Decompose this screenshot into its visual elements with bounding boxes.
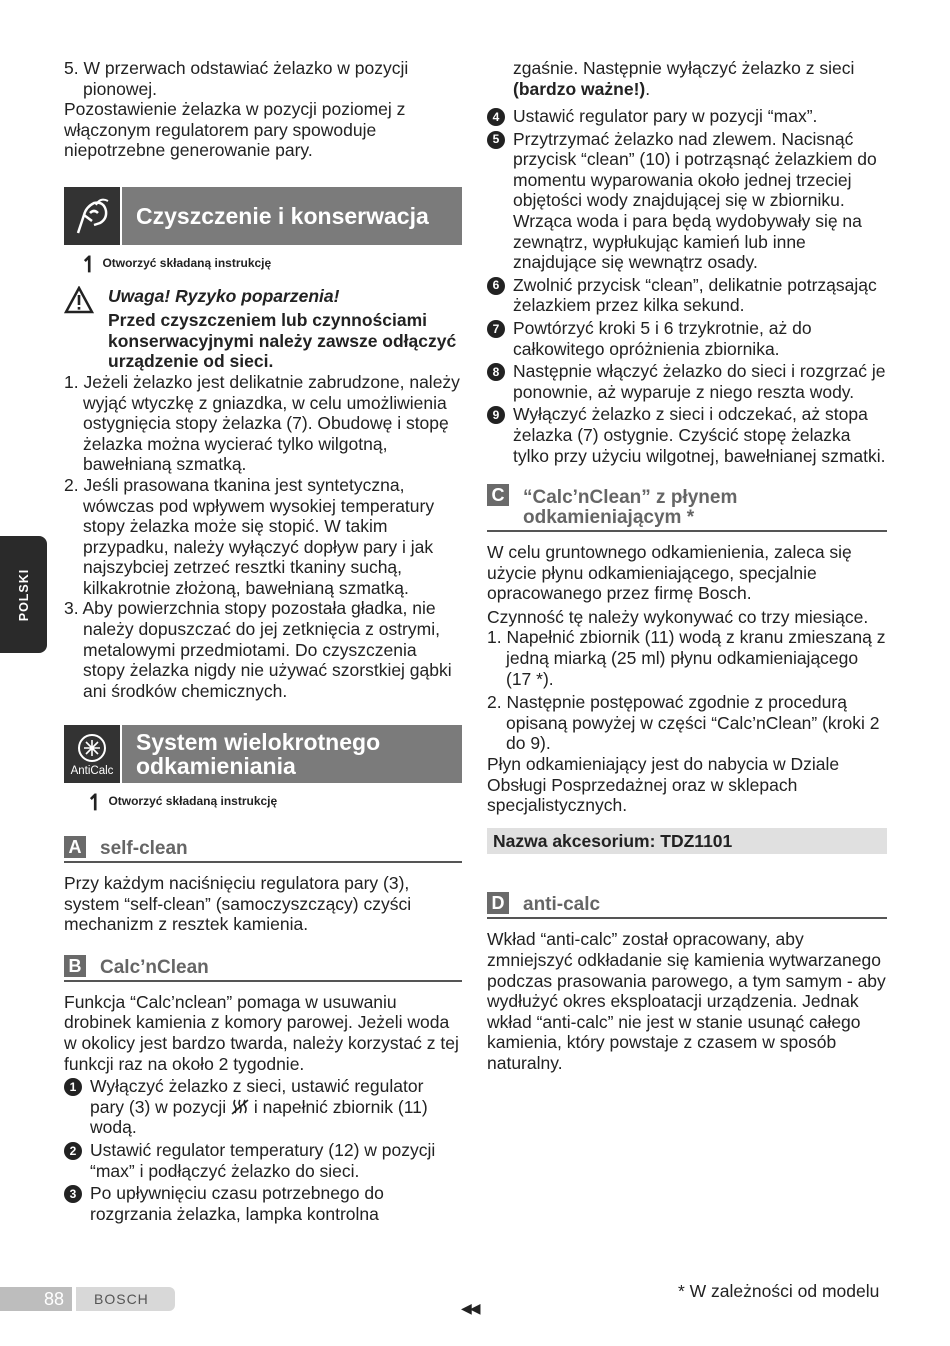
hand-cleaning-icon [64,187,120,245]
left-column [64,58,462,1224]
right-column [513,58,893,99]
section-d-letter: D [487,892,509,914]
cleaning-title: Czyszczenie i konserwacja [136,202,429,229]
continued-text: zgaśnie. Następnie wyłączyć żelazko z sieci (bardzo ważne!). [513,58,855,99]
cleaning-item-3: 3. Aby powierzchnia stopy pozostała gładka, nie należy dopuszczać do jej zetknięcia z ostrymi, metalowymi przedmiotami. Do czyszczenia stopy żelazka nigdy nie używać szorstkiej gąbki ani środków chemicznych. [64,598,452,701]
fold-note: ↿ Otworzyć składaną instrukcję [80,251,272,277]
item-5: 5. W przerwach odstawiać żelazko w pozycji pionowej. [64,58,409,99]
intro-paragraph: Pozostawienie żelazka w pozycji poziomej z włączonym regulatorem pary spowoduje niepotrzebne generowanie pary. [64,99,406,161]
step-8: 8 Następnie włączyć żelazko do sieci i rozgrzać je ponownie, aż wyparuje z niego reszta wody. [487,361,887,402]
cleaning-banner [64,187,462,245]
double-left-arrow-icon[interactable]: ◀◀ [461,1300,479,1316]
fold-note-2: ↿ Otworzyć składaną instrukcję [86,790,278,816]
fold-arrow-icon: ↿ [80,251,99,277]
section-a-text: Przy każdym naciśnięciu regulatora pary (3), system “self-clean” (samoczyszczący) czyści mechanizm z resztek kamienia. [64,873,412,935]
section-b-letter: B [64,955,86,977]
cleaning-item-1: 1. Jeżeli żelazko jest delikatnie zabrudzone, należy wyjąć wtyczkę z gniazdka, w celu umożliwienia ostygnięcia stopy żelazka (7). Obudowę i stopę żelazka można wycierać tylko wilgotną, bawełnianą szmatką. [64,371,460,475]
system-title-1: System wielokrotnego [136,729,381,756]
section-a-header [64,836,462,863]
step-1: 1 Wyłączyć żelazko z sieci, ustawić regulator pary (3) w pozycji i napełnić zbiornik (11) wodą. [64,1076,462,1138]
page-number: 88 [0,1287,72,1311]
anticalc-banner [64,725,462,783]
step-5: 5 Przytrzymać żelazko nad zlewem. Nacisnąć przycisk “clean” (10) i potrząsnąć żelazkiem do momentu wyparowania około jednej trzeciej objętości wody znajdującej się w zbiorniku. Wrząca woda i para będą wydobywały się na zewnątrz, wypłukując kamień lub inne znajdujące się wewnątrz osady. [487,129,887,273]
section-a-name: self-clean [100,838,188,860]
section-b-name: Calc’nClean [100,956,209,978]
warning-title: Uwaga! Ryzyko poparzenia! [108,285,340,306]
section-d-name: anti-calc [523,894,601,916]
step-2: 2 Ustawić regulator temperatury (12) w pozycji “max” i podłączyć żelazko do sieci. [64,1140,462,1181]
section-c-name-2: odkamieniającym * [523,507,695,529]
language-tab [0,536,47,653]
section-d-header [487,892,887,919]
section-a-letter: A [64,836,86,858]
section-d-text: Wkład “anti-calc” został opracowany, aby zmniejszyć odkładanie się kamienia wytwarzanego podczas prasowania parowego, a tym samym - aby wydłużyć okres eksploatacji urządzenia. Jednak wkład “anti-calc” nie jest w stanie usunąć całego kamienia, który powstaje z czasem w sposób naturalny. [487,929,886,1073]
warning-text: Przed czyszczeniem lub czynnościami konserwacyjnymi należy zawsze odłączyć urządzenie od sieci. [108,310,457,372]
section-c-item-2: 2. Następnie postępować zgodnie z procedurą opisaną powyżej w części “Calc’nClean” (kroki 2 do 9). [487,692,880,754]
section-c-letter: C [487,484,509,506]
section-c-text-3: Płyn odkamieniający jest do nabycia w Dziale Obsługi Posprzedażnej oraz w sklepach specjalistycznych. [487,754,840,816]
system-title-2: odkamieniania [136,753,296,780]
section-c-text-2: Czynność tę należy wykonywać co trzy miesiące. [487,606,869,627]
anticalc-label: AntiCalc [70,764,114,777]
step-4: 4 Ustawić regulator pary w pozycji “max”. [487,106,887,127]
steam-off-icon [231,1099,249,1115]
section-c-name-1: “Calc’nClean” z płynem [523,487,738,509]
warning-icon [64,286,94,372]
step-3: 3 Po upływnięciu czasu potrzebnego do rozgrzania żelazka, lampka kontrolna [64,1183,462,1224]
language-label: POLSKI [16,568,31,621]
anticalc-icon [64,725,120,783]
brand-label: BOSCH [76,1287,175,1311]
section-c-header [487,484,887,532]
accessory-box: Nazwa akcesorium: TDZ1101 [487,828,887,855]
step-7: 7 Powtórzyć kroki 5 i 6 trzykrotnie, aż do całkowitego opróżnienia zbiornika. [487,318,887,359]
section-c-text-1: W celu gruntownego odkamienienia, zaleca się użycie płynu odkamieniającego, specjalnie opracowanego przez firmę Bosch. [487,542,852,604]
fold-arrow-icon: ↿ [86,790,105,816]
footnote: * W zależności od modelu [678,1281,880,1301]
step-9: 9 Wyłączyć żelazko z sieci i odczekać, aż stopa żelazka (7) ostygnie. Czyścić stopę żelazka tylko przy użyciu wilgotnej, bawełnianej szmatki. [487,404,887,466]
cleaning-item-2: 2. Jeśli prasowana tkanina jest syntetyczna, wówczas pod wpływem wysokiej temperatury stopy żelazka może się stopić. W takim przypadku, należy wyłączyć dopływ pary i jak najszybciej zetrzeć resztki tkaniny suchą, kilkakrotnie złożoną, bawełnianą szmatką. [64,474,435,598]
right-steps [487,104,887,1074]
step-6: 6 Zwolnić przycisk “clean”, delikatnie potrząsając żelazkiem przez kilka sekund. [487,275,887,316]
section-b-header [64,955,462,982]
warning-box [64,286,462,372]
section-b-text: Funkcja “Calc’nclean” pomaga w usuwaniu drobinek kamienia z komory parowej. Jeżeli woda w okolicy jest bardzo twarda, należy korzystać z tej funkcji raz na około 2 tygodnie. [64,991,459,1074]
section-c-item-1: 1. Napełnić zbiornik (11) wodą z kranu zmieszaną z jedną miarką (25 ml) płynu odkamieniającego (17 *). [487,627,886,689]
